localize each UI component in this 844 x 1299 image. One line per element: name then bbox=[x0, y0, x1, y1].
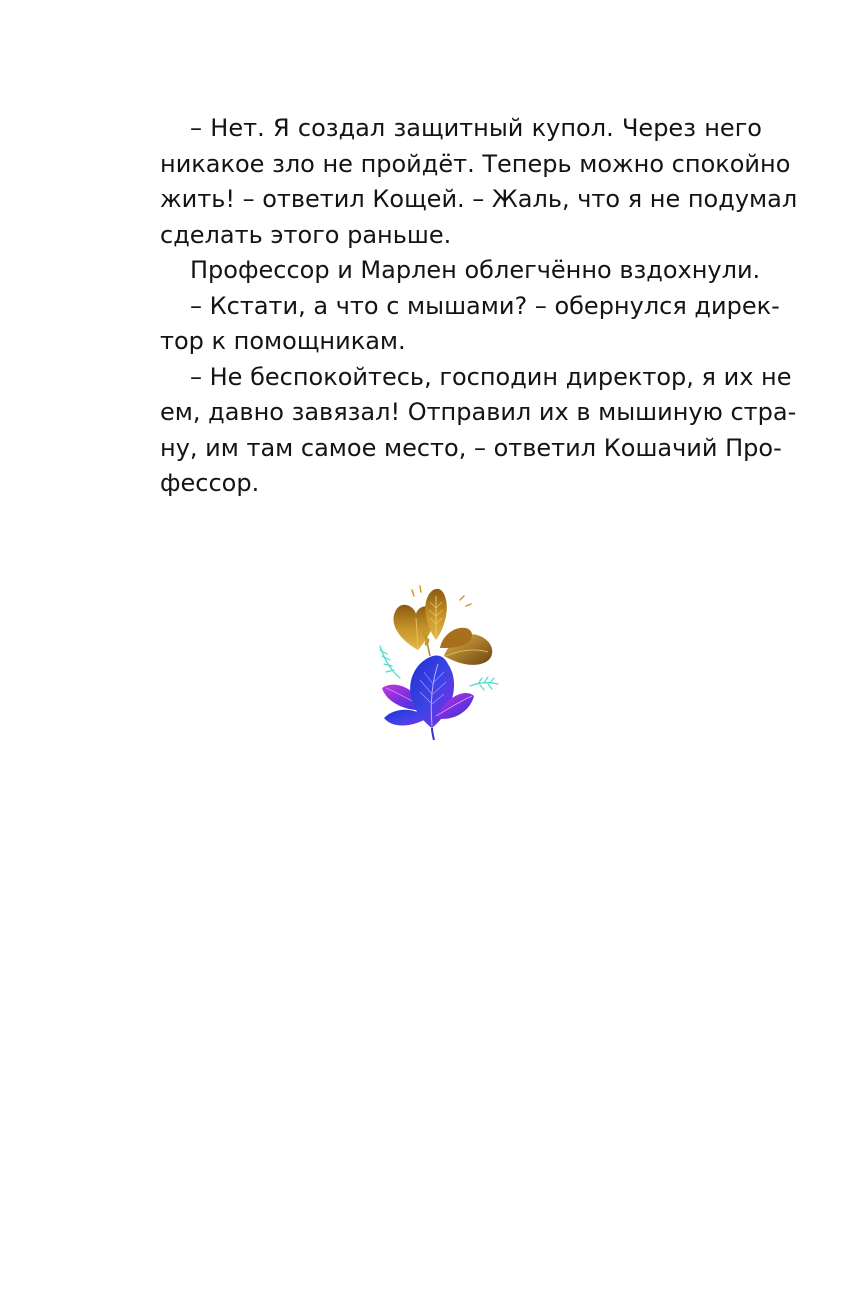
floral-leaves-ornament-icon bbox=[370, 578, 502, 740]
text-line: – Нет. Я создал защитный купол. Через него bbox=[190, 114, 762, 142]
text-line: ем, давно завязал! Отправил их в мышиную стра- bbox=[160, 398, 797, 426]
paragraph-3 bbox=[130, 289, 780, 360]
text-line: ну, им там самое место, – ответил Кошачий Про- bbox=[160, 433, 782, 462]
text-line: Профессор и Марлен облегчённо вздохнули. bbox=[190, 256, 761, 284]
paragraph-2 bbox=[130, 253, 762, 289]
text-line: жить! – ответил Кощей. – Жаль, что я не подумал bbox=[160, 185, 798, 213]
story-text bbox=[130, 111, 798, 502]
paragraph-1 bbox=[130, 111, 798, 253]
text-line: никакое зло не пройдёт. Теперь можно спокойно bbox=[160, 149, 791, 178]
text-line: сделать этого раньше. bbox=[160, 220, 452, 249]
text-line: – Не беспокойтесь, господин директор, я их не bbox=[190, 362, 792, 391]
paragraph-4 bbox=[130, 360, 797, 502]
text-line: тор к помощникам. bbox=[160, 327, 406, 355]
text-line: фессор. bbox=[160, 469, 260, 497]
stem bbox=[432, 728, 434, 740]
text-line: – Кстати, а что с мышами? – обернулся дирек- bbox=[190, 291, 780, 320]
